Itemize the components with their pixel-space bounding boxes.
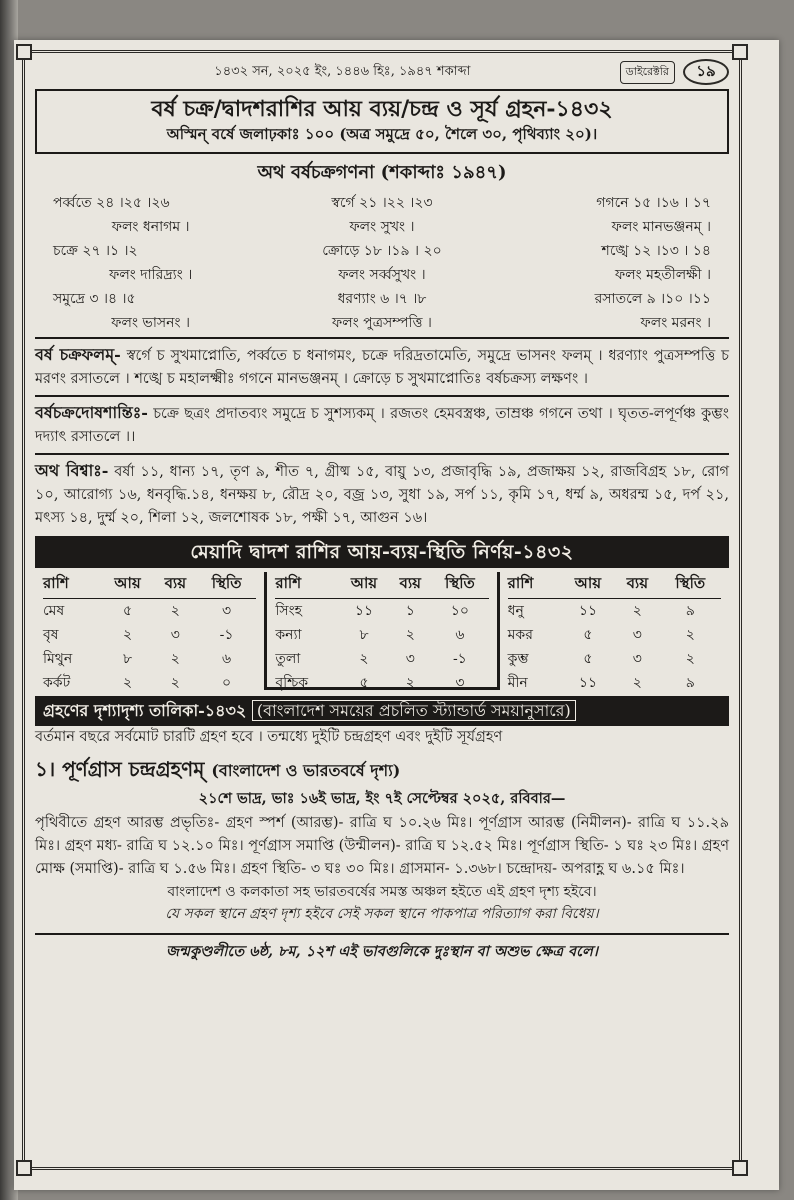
chakra-phalam-paragraph: [35, 343, 729, 391]
column-header: রাশি: [275, 572, 338, 598]
table-row: ধনু ১১ ২ ৯: [507, 602, 695, 619]
divider: [35, 453, 729, 455]
table-row: বৃশ্চিক ৫ ২ ৩: [275, 674, 465, 691]
table-row: বৃষ ২ ৩ -১: [43, 626, 234, 643]
eclipse-intro: বর্তমান বছরে সর্বমোট চারটি গ্রহণ হবে । তন্মধ্যে দুইটি চন্দ্রগ্রহণ এবং দুইটি সূর্যগ্রহণ: [35, 729, 503, 745]
chakra-cell: ফলং মানভঞ্জনম্ ।: [611, 219, 711, 235]
header-date-info: ১৪৩২ সন, ২০২৫ ইং, ১৪৪৬ হিঃ, ১৯৪৭ শকাব্দা: [214, 63, 471, 79]
dosha-shanti-lead: বর্ষচক্রদোষশান্তিঃ-: [35, 403, 148, 422]
ay-vyay-heading: মেয়াদি দ্বাদশ রাশির আয়-ব্যয়-স্থিতি নির্ণয়-১৪৩২: [35, 536, 729, 568]
chakra-cell: ধরণ্যাং ৬ ।৭ ।৮: [337, 291, 427, 307]
chakra-cell: শঙ্খে ১২ ।১৩ । ১৪: [601, 243, 711, 259]
title-box: [35, 89, 729, 154]
ay-vyay-column: [500, 572, 729, 690]
chakra-cell: স্বর্গে ২১ ।২২ ।২৩: [331, 195, 433, 211]
column-header: আয়: [339, 572, 390, 598]
page-number: ১৯: [683, 59, 729, 85]
column-header: রাশি: [43, 572, 101, 598]
table-row: কর্কট ২ ২ ০: [43, 674, 232, 691]
chakra-cell: গগনে ১৫ ।১৬ । ১৭: [596, 195, 711, 211]
page-frame: [22, 50, 742, 1170]
divider: [35, 337, 729, 339]
chakra-cell: ফলং ভাসনং ।: [111, 315, 191, 331]
eclipse-table-note: (বাংলাদেশ সময়ের প্রচলিত স্ট্যান্ডার্ড সময়ানুসারে): [252, 700, 576, 721]
vishwa-paragraph: [35, 459, 729, 530]
frame-corner-ornament: [16, 1160, 32, 1176]
chakra-cell: রসাতলে ৯ ।১০ ।১১: [594, 291, 711, 307]
header-badge: ডাইরেক্টরি: [620, 61, 675, 84]
chakra-cell: ফলং সুখং ।: [349, 219, 415, 235]
table-row: কন্যা ৮ ২ ৬: [275, 626, 465, 643]
chakra-cell: চক্রে ২৭ ।১ ।২: [53, 243, 138, 259]
vishwa-lead: অথ বিশ্বাঃ-: [35, 461, 109, 480]
lunar-eclipse-advice: যে সকল স্থানে গ্রহণ দৃশ্য হইবে সেই সকল স্থানে পাকপাত্র পরিত্যাগ করা বিধেয়।: [165, 906, 599, 922]
column-header: স্থিতি: [197, 572, 256, 598]
table-row: মেষ ৫ ২ ৩: [43, 602, 232, 619]
table-row: মিথুন ৮ ২ ৬: [43, 650, 232, 667]
lunar-eclipse-date: ২১শে ভাদ্র, ভাঃ ১৬ই ভাদ্র, ইং ৭ই সেপ্টেম্বর ২০২৫, রবিবার—: [198, 790, 566, 807]
page-title: বর্ষ চক্র/দ্বাদশরাশির আয় ব্যয়/চন্দ্র ও সূর্য গ্রহন-১৪৩২: [151, 96, 613, 122]
chakra-cell: ফলং পুত্রসম্পত্তি ।: [332, 315, 432, 331]
chakra-cell: ফলং সর্ব্বসুখং ।: [338, 267, 426, 283]
table-row: মীন ১১ ২ ৯: [507, 674, 695, 691]
chakra-cell: ক্রোড়ে ১৮ ।১৯ । ২০: [322, 243, 442, 259]
chakra-cell: ফলং ধনাগম ।: [111, 219, 190, 235]
almanac-page: [14, 40, 779, 1190]
table-row: তুলা ২ ৩ -১: [275, 650, 467, 667]
dosha-shanti-paragraph: [35, 401, 729, 449]
table-row: কুম্ভ ৫ ৩ ২: [507, 650, 695, 667]
column-header: স্থিতি: [431, 572, 489, 598]
lunar-eclipse-visibility: বাংলাদেশ ও কলকাতা সহ ভারতবর্ষের সমস্ত অঞ্চল হইতে এই গ্রহণ দৃশ্য হইবে।: [167, 884, 597, 900]
column-header: রাশি: [508, 572, 561, 598]
table-row: সিংহ ১১ ১ ১০: [275, 602, 469, 619]
column-header: স্থিতি: [660, 572, 721, 598]
chakra-cell: ফলং মহতীলক্ষী ।: [614, 267, 711, 283]
page-header: [35, 59, 729, 85]
lunar-eclipse-heading: [35, 755, 729, 788]
lunar-eclipse-title: ১। পূর্ণগ্রাস চন্দ্রগ্রহণম্: [35, 757, 205, 781]
table-row: মকর ৫ ৩ ২: [507, 626, 695, 643]
chakra-cell: ফলং দারিদ্র্যং ।: [109, 267, 193, 283]
page-subtitle: অস্মিন্ বর্ষে জলাঢ়কাঃ ১০০ (অত্র সমুদ্রে ৫০, শৈলে ৩০, পৃথিব্যাং ২০)।: [166, 125, 598, 143]
chakra-cell: সমুদ্রে ৩ ।৪ ।৫: [53, 291, 136, 307]
dosha-shanti-text: চক্রে ছত্রং প্রদাতব্যং সমুদ্রে চ সুশস্যকম্ । রজতং হেমবস্ত্রঞ্চ, তাম্রঞ্চ গগনে তথা । ঘৃতত-লপূর্ণঞ্চ কুম্ভং দদ্যাৎ রসাতলে ।।: [35, 406, 729, 445]
column-header: আয়: [101, 572, 154, 598]
ay-vyay-table: [35, 572, 729, 690]
ay-vyay-column: [264, 572, 499, 690]
lunar-eclipse-details: পৃথিবীতে গ্রহণ আরম্ভ প্রভৃতিঃ- গ্রহণ স্পর্শ (আরম্ভ)- রাত্রি ঘ ১০.২৬ মিঃ। পূর্ণগ্রাস আরম্ভ (নিমীলন)- রাত্রি ঘ ১১.২৯ মিঃ। গ্রহণ মধ্য- রাত্রি ঘ ১২.১০ মিঃ। পূর্ণগ্রাস সমাপ্তি (উন্মীলন)- রাত্রি ঘ ১২.৫২ মিঃ। পূর্ণগ্রাস স্থিতি- ১ ঘঃ ২৩ মিঃ। গ্রহণ মোক্ষ (সমাপ্তি)- রাত্রি ঘ ১.৫৬ মিঃ। গ্রহণ স্থিতি- ৩ ঘঃ ৩০ মিঃ। গ্রাসমান- ১.৩৬৮। চন্দ্রোদয়- অপরাহ্ণ ঘ ৬.১৫ মিঃ।: [35, 815, 729, 877]
varsha-chakra-heading: অথ বর্ষচক্রগণনা (শকাব্দাঃ ১৯৪৭): [257, 162, 507, 183]
chakra-cell: ফলং মরনং ।: [640, 315, 711, 331]
column-header: আয়: [561, 572, 615, 598]
chakra-cell: পর্ব্বতে ২৪ ।২৫ ।২৬: [53, 195, 170, 211]
lunar-eclipse-note: (বাংলাদেশ ও ভারতবর্ষে দৃশ্য): [211, 761, 401, 780]
eclipse-table-title: গ্রহণের দৃশ্যাদৃশ্য তালিকা-১৪৩২: [43, 701, 247, 720]
frame-corner-ornament: [732, 1160, 748, 1176]
column-header: ব্যয়: [154, 572, 197, 598]
frame-corner-ornament: [16, 44, 32, 60]
chakra-phalam-lead: বর্ষ চক্রফলম্-: [35, 345, 121, 364]
vishwa-text: বর্ষা ১১, ধান্য ১৭, তৃণ ৯, শীত ৭, গ্রীষ্ম ১৫, বায়ু ১৩, প্রজাবৃদ্ধি ১৯, প্রজাক্ষয় ১২, রাজবিগ্রহ ১৮, রোগ ১০, আরোগ্য ১৬, ধনবৃদ্ধি.১৪, ধনক্ষয় ৮, রৌদ্র ২০, বজ্র ১৩, সুধা ১৯, সর্প ১১, কৃমি ১৭, ধর্ম্ম ৯, অধরম্ম ১৫, দর্প ২১, মৎস্য ১৪, দুর্ম্ম ২০, শিলা ১২, জলশোষক ১৮, পক্ষী ১৭, আগুন ১৬।: [35, 464, 729, 526]
frame-corner-ornament: [732, 44, 748, 60]
varsha-chakra-grid: [35, 191, 729, 333]
ay-vyay-column: [35, 572, 264, 690]
chakra-phalam-text: স্বর্গে চ সুখমাপ্নোতি, পর্ব্বতে চ ধনাগমং, চক্রে দরিদ্রতামেতি, সমুদ্রে ভাসনং ফলম্ । ধরণ্যাং পুত্রসম্পত্তি চ মরণং রসাতলে । শঙ্খে চ মহালক্ষ্মীঃ গগনে মানভঞ্জনম্ । ক্রোড়ে চ সুখমাপ্নোতিঃ বর্ষচক্রস্য লক্ষণং ।: [35, 348, 730, 387]
divider: [35, 395, 729, 397]
page-footer-note: জন্মকুণ্ডলীতে ৬ষ্ঠ, ৮ম, ১২শ এই ভাবগুলিকে দুঃস্থান বা অশুভ ক্ষেত্র বলে।: [35, 933, 729, 965]
eclipse-table-heading: [35, 696, 729, 726]
column-header: ব্যয়: [615, 572, 659, 598]
column-header: ব্যয়: [389, 572, 431, 598]
